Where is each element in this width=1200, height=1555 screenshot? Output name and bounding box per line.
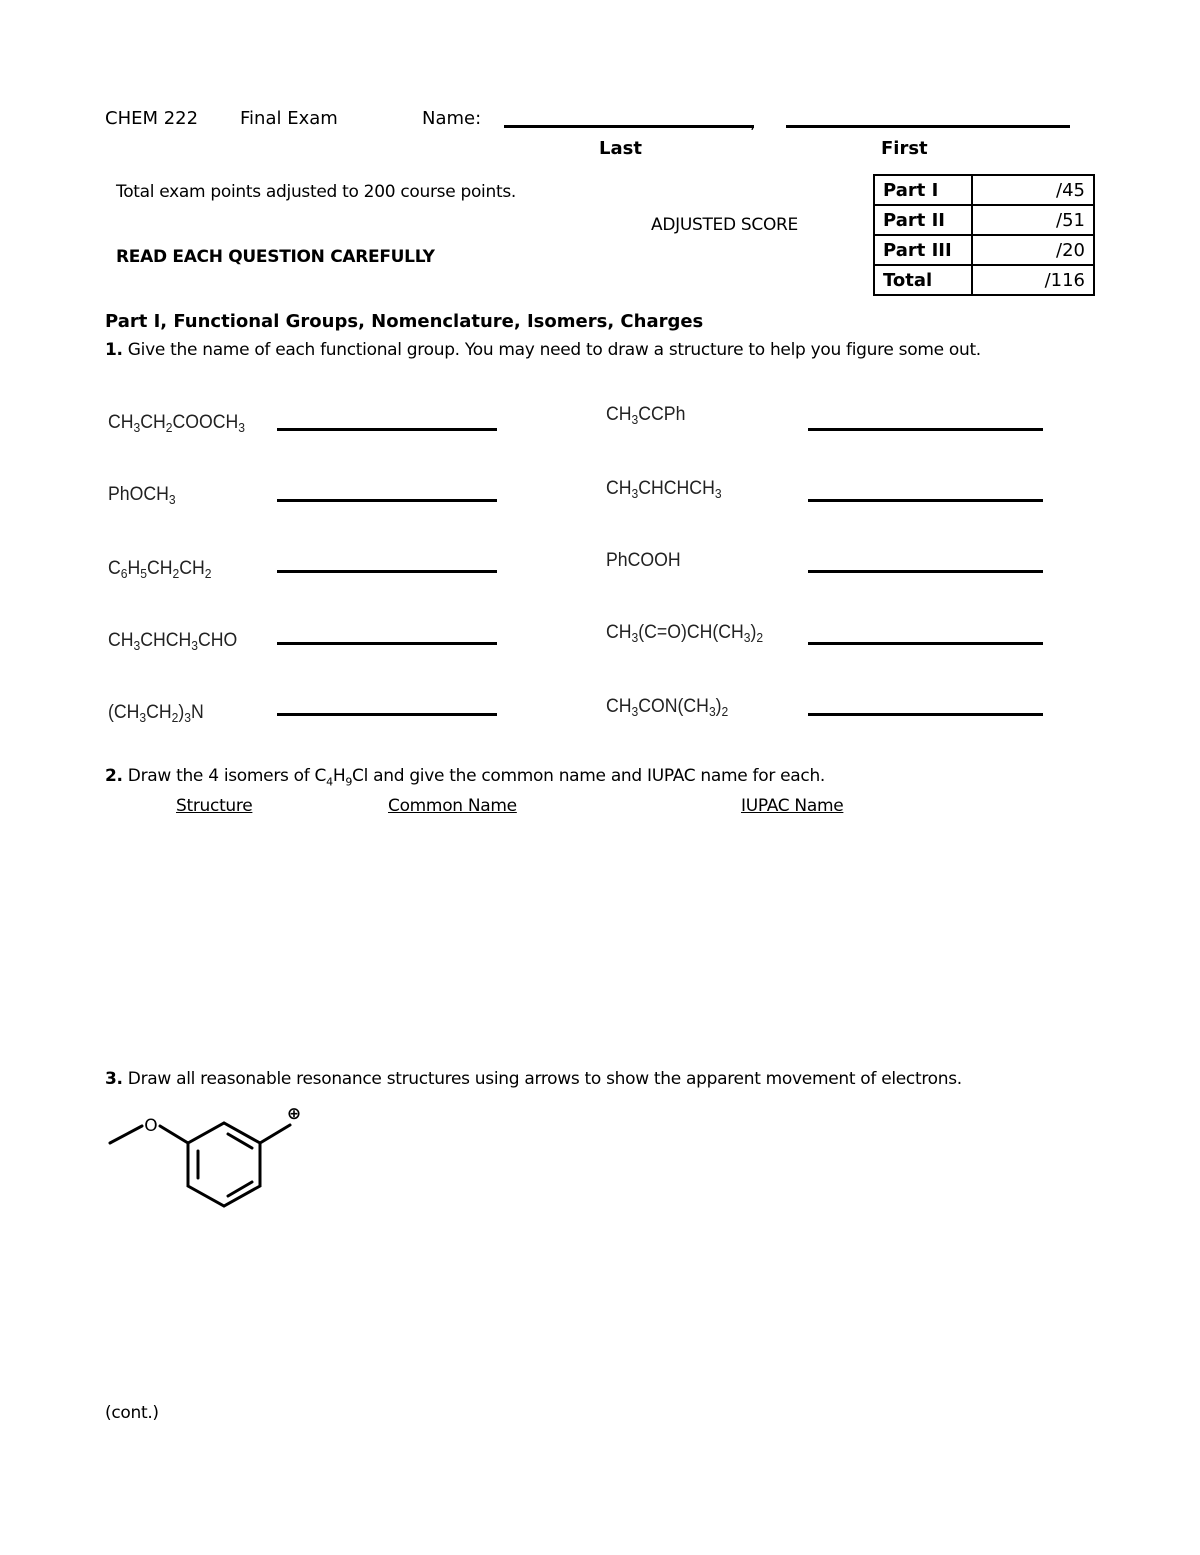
- column-structure: Structure: [176, 796, 253, 816]
- answer-blank[interactable]: [808, 713, 1043, 716]
- answer-blank[interactable]: [808, 570, 1043, 573]
- question-1-number: 1.: [105, 340, 123, 360]
- column-iupac-name: IUPAC Name: [741, 796, 844, 816]
- bond-methyl-oxygen: [110, 1126, 142, 1143]
- continued-note: (cont.): [105, 1403, 159, 1423]
- last-name-line: [504, 125, 754, 128]
- bond-to-cation: [260, 1125, 290, 1143]
- score-points: /116: [972, 265, 1094, 295]
- answer-blank[interactable]: [277, 428, 497, 431]
- formula-right-2: $CH_3CHCHCH_3$: [606, 478, 722, 501]
- oxygen-atom-label: O: [144, 1116, 158, 1136]
- formula-right-5: $CH_3CON(CH_3)_2$: [606, 696, 729, 719]
- score-part: Part II: [874, 205, 972, 235]
- exam-title: Final Exam: [240, 108, 338, 129]
- question-2: [105, 766, 825, 788]
- read-carefully-note: READ EACH QUESTION CAREFULLY: [116, 247, 435, 267]
- score-row: [874, 265, 1094, 295]
- score-points: /51: [972, 205, 1094, 235]
- score-points: /45: [972, 175, 1094, 205]
- last-label: Last: [599, 138, 642, 159]
- score-part: Part I: [874, 175, 972, 205]
- question-2-sub: 4: [326, 775, 333, 789]
- first-name-line: [786, 125, 1070, 128]
- answer-blank[interactable]: [808, 499, 1043, 502]
- score-row: [874, 235, 1094, 265]
- first-label: First: [881, 138, 928, 159]
- bond-oxygen-ring: [160, 1126, 188, 1143]
- formula-left-2: PhOCH$_3$: [108, 484, 176, 507]
- name-label: Name:: [422, 108, 482, 129]
- positive-charge-icon: ⊕: [286, 1104, 302, 1124]
- column-common-name: Common Name: [388, 796, 517, 816]
- formula-left-1: $CH_3CH_2COOCH_3$: [108, 412, 246, 435]
- score-row: [874, 175, 1094, 205]
- methoxyphenyl-cation-structure: [100, 1098, 310, 1213]
- question-2-text: Cl and give the common name and IUPAC name for each.: [352, 766, 826, 786]
- answer-blank[interactable]: [808, 642, 1043, 645]
- question-2-text: Draw the 4 isomers of C: [122, 766, 327, 786]
- question-2-sub: 9: [345, 775, 353, 789]
- course-code: CHEM 222: [105, 108, 199, 129]
- formula-right-4: $CH_3(C=O)CH(CH_3)_2$: [606, 622, 764, 645]
- name-comma: ,: [750, 112, 756, 133]
- part1-title: Part I, Functional Groups, Nomenclature, Isomers, Charges: [105, 311, 704, 332]
- adjusted-score-label: ADJUSTED SCORE: [651, 215, 798, 235]
- answer-blank[interactable]: [808, 428, 1043, 431]
- question-3-text: Draw all reasonable resonance structures using arrows to show the apparent movement of electrons.: [122, 1069, 962, 1089]
- formula-right-3: PhCOOH: [606, 550, 681, 571]
- question-1: [105, 340, 981, 360]
- question-3: [105, 1069, 962, 1089]
- answer-blank[interactable]: [277, 642, 497, 645]
- answer-blank[interactable]: [277, 570, 497, 573]
- score-part: Total: [874, 265, 972, 295]
- answer-blank[interactable]: [277, 499, 497, 502]
- score-row: [874, 205, 1094, 235]
- formula-left-4: $CH_3CHCH_3CHO$: [108, 630, 238, 653]
- score-part: Part III: [874, 235, 972, 265]
- formula-right-1: $CH_3CCPh$: [606, 404, 686, 427]
- question-3-number: 3.: [105, 1069, 123, 1089]
- adjust-note: Total exam points adjusted to 200 course points.: [116, 182, 516, 202]
- answer-blank[interactable]: [277, 713, 497, 716]
- score-table: [873, 174, 1095, 296]
- question-2-number: 2.: [105, 766, 123, 786]
- formula-left-3: $C_6H_5CH_2CH_2$: [108, 558, 212, 581]
- question-2-text: H: [332, 766, 346, 786]
- formula-left-5: $(CH_3CH_2)_3N$: [108, 702, 204, 725]
- score-points: /20: [972, 235, 1094, 265]
- question-1-text: Give the name of each functional group. You may need to draw a structure to help you figure some out.: [122, 340, 981, 360]
